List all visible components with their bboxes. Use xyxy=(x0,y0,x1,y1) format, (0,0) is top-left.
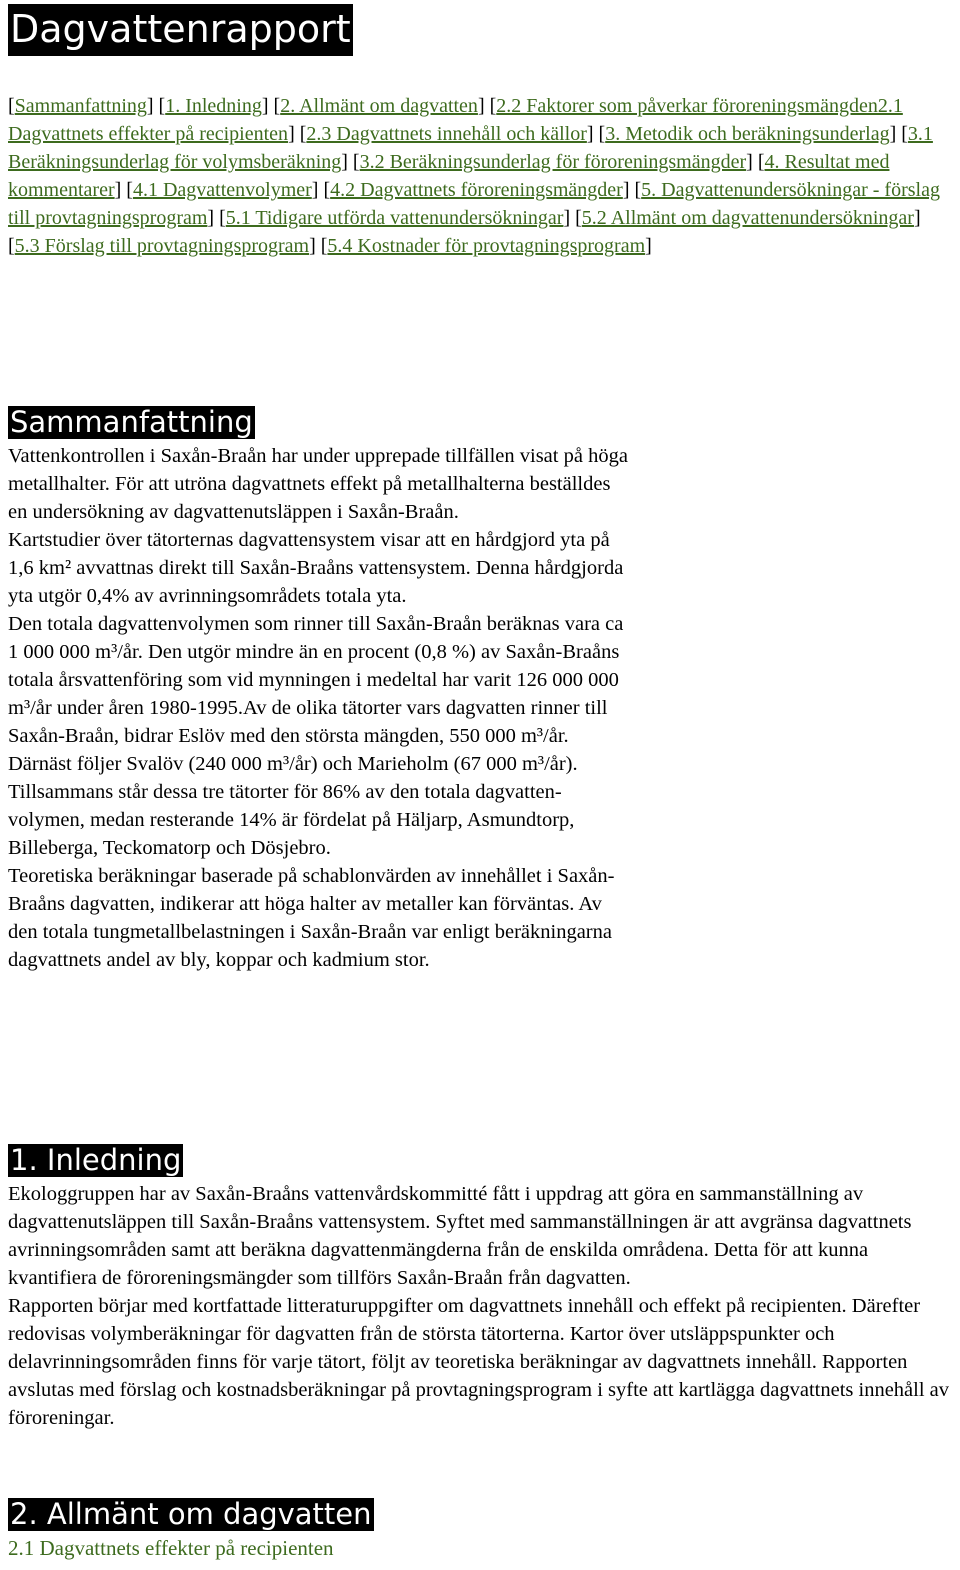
toc-link-4-1[interactable]: 4.1 Dagvattenvolymer xyxy=(132,179,312,201)
summary-paragraph: Kartstudier över tätorternas dagvattensystem visar att en hårdgjord yta på 1,6 km² avvattnas direkt till Saxån-Braåns vattensystem. Denna hårdgjorda yta utgör 0,4% av avrinningsområdets totala yta. xyxy=(8,529,624,607)
toc-link-3-1[interactable]: 3.1 Beräkningsunderlag för volymsberäkning xyxy=(8,123,933,173)
toc-link-5[interactable]: 5. Dagvattenundersökningar - förslag till provtagningsprogram xyxy=(8,179,940,229)
intro-paragraph: Rapporten börjar med kortfattade litteraturuppgifter om dagvattnets innehåll och effekt på recipienten. Därefter redovisas volymberäkningar för dagvatten från de största tätorterna. Kartor över utsläppspunkter och delavrinningsområden finns för varje tätort, följt av teoretiska beräkningar av dagvattnets innehåll. Rapporten avslutas med förslag och kostnadsberäkningar på provtagningsprogram i syfte att kartlägga dagvattnets innehåll av föroreningar. xyxy=(8,1295,950,1429)
document xyxy=(8,0,952,1560)
summary-paragraph: Den totala dagvattenvolymen som rinner till Saxån-Braån beräknas vara ca 1 000 000 m³/år. Den utgör mindre än en procent (0,8 %) av Saxån-Braåns totala årsvattenföring som vid mynningen i medeltal har varit 126 000 000 m³/år under åren 1980-1995.Av de olika tätorter vars dagvatten rinner till Saxån-Braån, bidrar Eslöv med den största mängden, 550 000 m³/år. Därnäst följer Svalöv (240 000 m³/år) och Marieholm (67 000 m³/år). Tillsammans står dessa tre tätorter för 86% av den totala dagvatten-volymen, medan resterande 14% är fördelat på Häljarp, Asmundtorp, Billeberga, Teckomatorp och Dösjebro. xyxy=(8,613,624,859)
toc-link-5-3[interactable]: 5.3 Förslag till provtagningsprogram xyxy=(14,235,310,257)
toc-link-5-2[interactable]: 5.2 Allmänt om dagvattenundersökningar xyxy=(581,207,914,229)
page-title: Dagvattenrapport xyxy=(8,4,353,56)
section2-heading: 2. Allmänt om dagvatten xyxy=(10,1497,372,1531)
toc-link-2-3[interactable]: 2.3 Dagvattnets innehåll och källor xyxy=(306,123,587,145)
summary-paragraph: Vattenkontrollen i Saxån-Braån har under upprepade tillfällen visat på höga metallhalter. För att utröna dagvattnets effekt på metallhalterna beställdes en undersökning av dagvattenutsläppen i Saxån-Braån. xyxy=(8,445,628,523)
table-of-contents: [Sammanfattning] [1. Inledning] [2. Allmänt om dagvatten] [2.2 Faktorer som påverkar föroreningsmängden2.1 Dagvattnets effekter på recipienten] [2.3 Dagvattnets innehåll och källor] [3. Metodik och beräkningsunderlag] [3.1 Beräkningsunderlag för volymsberäkning] [3.2 Beräkningsunderlag för föroreningsmängder] [4. Resultat med kommentarer] [4.1 Dagvattenvolymer] [4.2 Dagvattnets föroreningsmängder] [5. Dagvattenundersökningar - förslag till provtagningsprogram] [5.1 Tidigare utförda vattenundersökningar] [5.2 Allmänt om dagvattenundersökningar] [5.3 Förslag till provtagningsprogram] [5.4 Kostnader för provtagningsprogram] xyxy=(8,95,940,257)
intro-heading: 1. Inledning xyxy=(10,1143,182,1177)
toc-link-4-2[interactable]: 4.2 Dagvattnets föroreningsmängder xyxy=(330,179,623,201)
toc-link-3-2[interactable]: 3.2 Beräkningsunderlag för föroreningsmängder xyxy=(359,151,747,173)
intro-body xyxy=(8,1180,952,1432)
summary-paragraph: Teoretiska beräkningar baserade på schablonvärden av innehållet i Saxån-Braåns dagvatten, indikerar att höga halter av metaller kan förväntas. Av den totala tungmetallbelastningen i Saxån-Braån var enligt beräkningarna dagvattnets andel av bly, koppar och kadmium stor. xyxy=(8,865,615,971)
summary-body xyxy=(8,442,628,974)
toc-link-1[interactable]: 1. Inledning xyxy=(165,95,262,117)
toc-link-2[interactable]: 2. Allmänt om dagvatten xyxy=(280,95,478,117)
summary-heading: Sammanfattning xyxy=(10,405,253,439)
subsection-2-1-heading: 2.1 Dagvattnets effekter på recipienten xyxy=(8,1536,334,1560)
toc-link-3[interactable]: 3. Metodik och beräkningsunderlag xyxy=(605,123,890,145)
toc-link-4[interactable]: 4. Resultat med kommentarer xyxy=(8,151,890,201)
toc-link-sammanfattning[interactable]: Sammanfattning xyxy=(14,95,147,117)
intro-paragraph: Ekologgruppen har av Saxån-Braåns vattenvårdskommitté fått i uppdrag att göra en sammanställning av dagvattenutsläppen till Saxån-Braåns vattensystem. Syftet med sammanställningen är att avgränsa dagvattnets avrinningsområden samt att beräkna dagvattenmängderna från de enskilda områdena. Detta för att kunna kvantifiera de föroreningsmängder som tillförs Saxån-Braån från dagvatten. xyxy=(8,1183,912,1289)
toc-link-5-4[interactable]: 5.4 Kostnader för provtagningsprogram xyxy=(327,235,646,257)
toc-link-2-2[interactable]: 2.2 Faktorer som påverkar föroreningsmängden2.1 Dagvattnets effekter på recipienten xyxy=(8,95,903,145)
toc-link-5-1[interactable]: 5.1 Tidigare utförda vattenundersökningar xyxy=(225,207,564,229)
